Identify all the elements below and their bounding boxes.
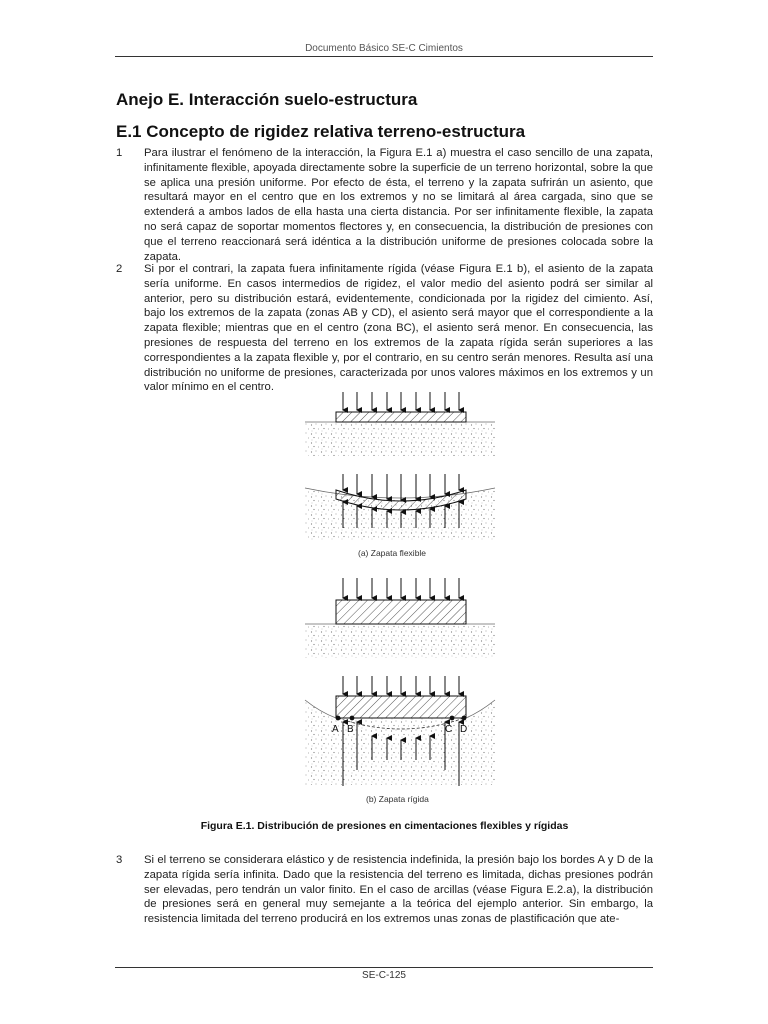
section-title: E.1 Concepto de rigidez relativa terreno-estructura — [116, 122, 526, 141]
paragraph-number: 3 — [116, 854, 123, 866]
point-d-label: D — [460, 724, 468, 735]
point-a-label: A — [332, 724, 339, 735]
point-b-label: B — [347, 724, 354, 735]
page-number: SE-C-125 — [362, 970, 406, 981]
caption-rigid: (b) Zapata rígida — [366, 794, 429, 804]
footer-rule — [115, 967, 653, 968]
rigid-footing-initial — [305, 578, 495, 658]
figure-caption: Figura E.1. Distribución de presiones en cimentaciones flexibles y rígidas — [200, 820, 569, 832]
annex-title: Anejo E. Interacción suelo-estructura — [116, 90, 418, 109]
paragraph-text: Si por el contrari, la zapata fuera infinitamente rígida (véase Figura E.1 b), el asiento de la zapata sería uniforme. En casos intermedios de rigidez, el valor medio del asiento podrá ser similar al anterior, pero su distribución estará, evidentemente, condicionada por la rigidez del cimiento. Así, bajo los extremos de la zapata (zonas AB y CD), el asiento será mayor que el correspondiente a la zapata flexible; mientras que en el centro (zona BC), el asiento será menor. En consecuencia, las presiones de respuesta del terreno en los extremos de la zapata rígida serán superiores a las correspondientes a la zapata flexible y, por el contrario, en su centro serán menores. Resulta así una distribución no uniforme de presiones, caracterizada por unos valores máximos en los extremos y un valor mínimo en el centro. — [144, 263, 653, 394]
paragraph-text: Para ilustrar el fenómeno de la interacción, la Figura E.1 a) muestra el caso sencillo de una zapata, infinitamente flexible, apoyada directamente sobre la superficie de un terreno horizontal, sobre la que se aplica una presión uniforme. Por efecto de ésta, el terreno y la zapata sufrirán un asiento, que resultará mayor en el centro que en los extremos y no se limitará al área cargada, sino que se extenderá a ambos lados de ella hasta una cierta distancia. Por ser infinitamente flexible, la zapata no será capaz de soportar momentos flectores y, en consecuencia, la distribución de presiones con que el terreno reaccionará será idéntica a la distribución uniforme de presiones colocada sobre la zapata. — [144, 147, 653, 263]
paragraph-text: Si el terreno se considerara elástico y de resistencia indefinida, la presión bajo los bordes A y D de la zapata rígida sería infinita. Dado que la resistencia del terreno es limitada, dichas presiones podrán ser elevadas, pero tendrán un valor finito. En el caso de arcillas (véase Figura E.2.a), la distribución de presiones será en general muy semejante a la teórica del ejemplo anterior. Sin embargo, la resistencia limitada del terreno producirá en los extremos unas zonas de plastificación que ate- — [144, 854, 653, 926]
paragraph-number: 1 — [116, 147, 123, 159]
point-c-label: C — [445, 724, 453, 735]
running-header: Documento Básico SE-C Cimientos — [305, 43, 463, 54]
paragraph-number: 2 — [116, 263, 123, 275]
paragraph-3 — [116, 853, 653, 927]
flexible-footing-initial — [305, 392, 495, 456]
caption-flexible: (a) Zapata flexible — [358, 548, 427, 558]
flexible-footing-loaded — [305, 474, 495, 540]
